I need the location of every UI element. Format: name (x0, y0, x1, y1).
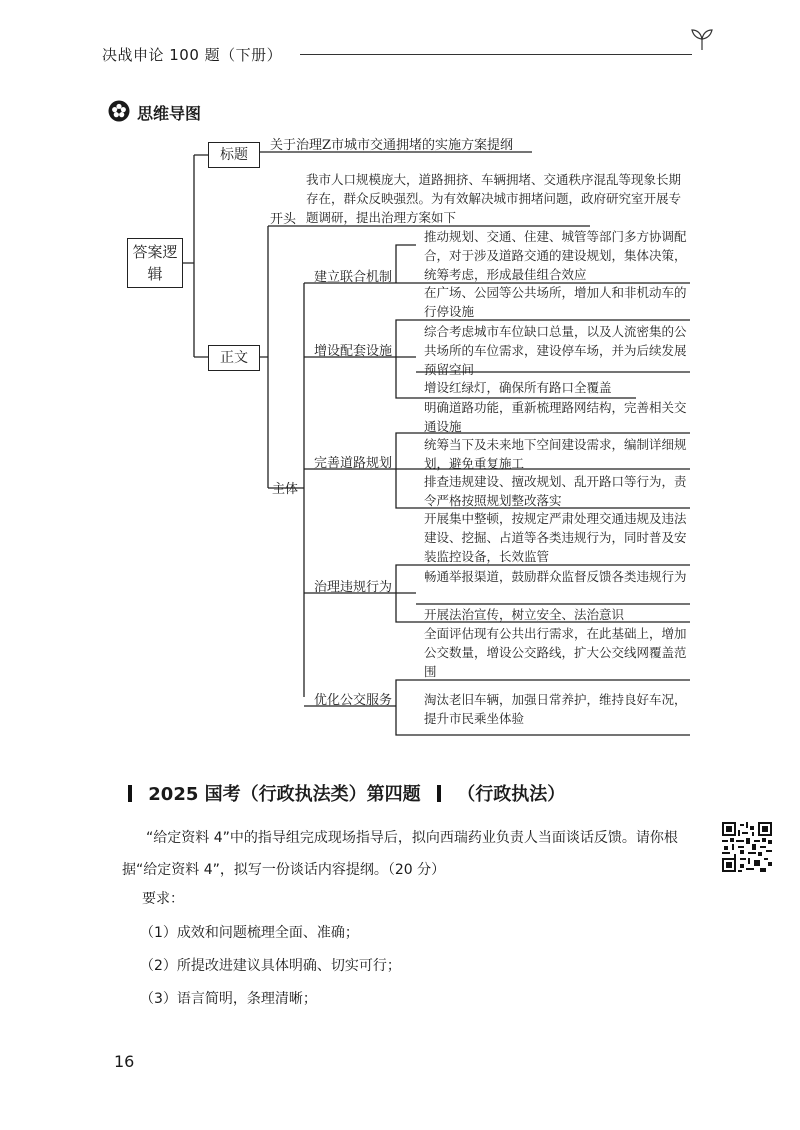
requirement-item: （2）所提改进建议具体明确、切实可行； (140, 958, 401, 974)
mindmap-branch-label: 治理违规行为 (314, 580, 393, 595)
question-heading (128, 780, 565, 806)
requirement-item: （1）成效和问题梳理全面、准确； (140, 925, 359, 941)
heading-bar-right (437, 785, 441, 802)
mindmap-leaf: 综合考虑城市车位缺口总量，以及人流密集的公共场所的车位需求，建设停车场，并为后续发展预留空间 (424, 324, 687, 377)
mindmap-branch-label: 优化公交服务 (314, 693, 393, 708)
mindmap-root-node: 答案逻辑 (127, 238, 183, 288)
book-title: 决战申论 100 题（下册） (102, 46, 283, 64)
question-heading-tag: （行政执法） (457, 784, 566, 805)
requirement-item: （3）语言简明，条理清晰； (140, 991, 317, 1007)
mindmap-leaf: 开展集中整顿，按规定严肃处理交通违规及违法建设、挖掘、占道等各类违规行为，同时普及安装监控设备，长效监管 (424, 511, 687, 564)
heading-bar-left (128, 785, 132, 802)
mindmap-main-label: 主体 (272, 482, 299, 497)
mindmap-leaf: 淘汰老旧车辆，加强日常养护，维持良好车况，提升市民乘坐体验 (424, 692, 687, 726)
mindmap-leaf: 畅通举报渠道，鼓励群众监督反馈各类违规行为 (424, 569, 687, 584)
qr-code[interactable] (722, 822, 772, 872)
mindmap-leaf: 全面评估现有公共出行需求，在此基础上，增加公交数量，增设公交路线，扩大公交线网覆盖范围 (424, 626, 687, 679)
mindmap-branch-label: 增设配套设施 (314, 344, 393, 359)
section-title: 思维导图 (137, 104, 202, 123)
mindmap-opening-label: 开头 (270, 212, 297, 227)
mindmap-leaf: 在广场、公园等公共场所，增加人和非机动车的行停设施 (424, 285, 687, 319)
mindmap-leaf: 统筹当下及未来地下空间建设需求，编制详细规划，避免重复施工 (424, 437, 687, 471)
page-number: 16 (114, 1052, 135, 1071)
mindmap-branch-label: 建立联合机制 (314, 270, 393, 285)
mindmap-leaf: 开展法治宣传，树立安全、法治意识 (424, 607, 625, 622)
requirements-label: 要求： (142, 891, 184, 907)
question-heading-main: 2025 国考（行政执法类）第四题 (148, 784, 421, 805)
mindmap-title-node: 标题 (208, 142, 260, 168)
question-body: “给定资料 4”中的指导组完成现场指导后，拟向西瑞药业负责人当面谈话反馈。请你根据“给定资料 4”，拟写一份谈话内容提纲。（20 分） (122, 830, 678, 878)
mindmap-branch-label: 完善道路规划 (314, 456, 393, 471)
mindmap-body-node: 正文 (208, 345, 260, 371)
mindmap-leaf: 推动规划、交通、住建、城管等部门多方协调配合，对于涉及道路交通的建设规划，集体决策，统筹考虑，形成最佳组合效应 (424, 229, 687, 282)
mindmap-leaf: 明确道路功能，重新梳理路网结构，完善相关交通设施 (424, 400, 687, 434)
mindmap-opening-text: 我市人口规模庞大，道路拥挤、车辆拥堵、交通秩序混乱等现象长期存在，群众反映强烈。为有效解决城市拥堵问题，政府研究室开展专题调研，提出治理方案如下 (306, 172, 682, 225)
mindmap-leaf: 排查违规建设、擅改规划、乱开路口等行为，责令严格按照规划整改落实 (424, 474, 687, 508)
mindmap-title-text: 关于治理Z市城市交通拥堵的实施方案提纲 (270, 138, 514, 153)
mindmap-leaf: 增设红绿灯，确保所有路口全覆盖 (424, 380, 612, 395)
